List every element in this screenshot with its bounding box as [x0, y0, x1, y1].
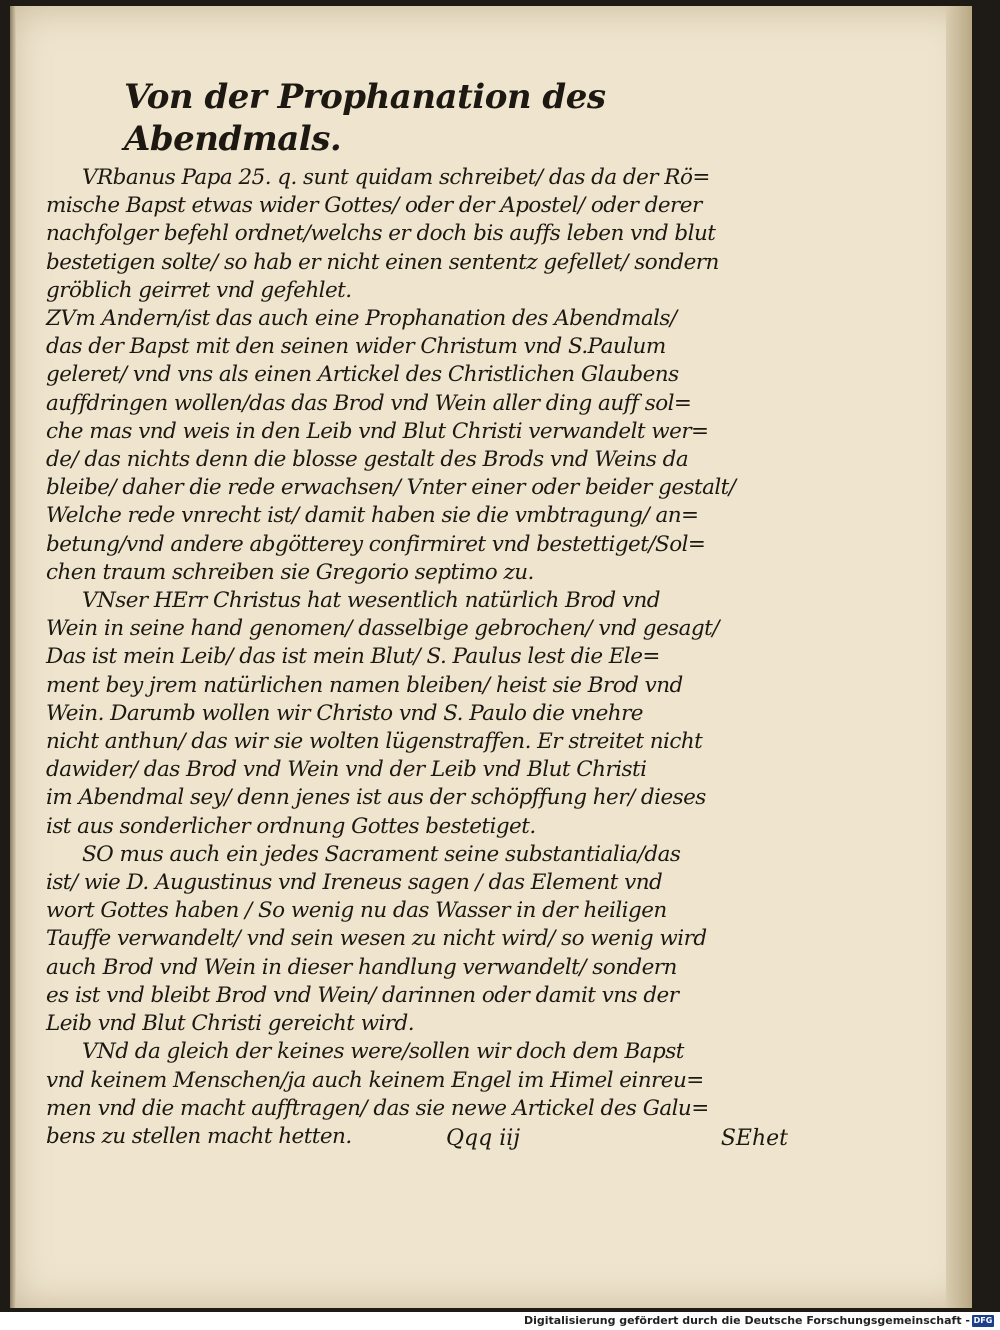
text-line: wort Gottes haben / So wenig nu das Wasser in der heiligen	[46, 898, 667, 924]
page-heading: Von der Prophanation des Abendmals.	[124, 77, 606, 159]
text-line: VRbanus Papa 25. q. sunt quidam schreibet/ das da der Rö=	[82, 165, 710, 190]
text-line: Tauffe verwandelt/ vnd sein wesen zu nicht wird/ so wenig wird	[46, 926, 707, 952]
text-line: Welche rede vnrecht ist/ damit haben sie die vmbtragung/ an=	[46, 503, 699, 529]
text-line: ment bey jrem natürlichen namen bleiben/ heist sie Brod vnd	[46, 672, 683, 698]
text-line: nicht anthun/ das wir sie wolten lügenstraffen. Er streitet nicht	[46, 729, 703, 755]
text-line: men vnd die macht aufftragen/ das sie newe Artickel des Galu=	[46, 1095, 709, 1121]
page-footer	[46, 1126, 788, 1160]
catchword: SEhet	[720, 1126, 788, 1151]
signature-mark: Qqq iij	[446, 1126, 521, 1151]
text-line: nachfolger befehl ordnet/welchs er doch bis auffs leben vnd blut	[46, 221, 716, 247]
banner-text: Digitalisierung gefördert durch die Deutsche Forschungsgemeinschaft -	[523, 1314, 970, 1327]
text-line: vnd keinem Menschen/ja auch keinem Engel im Himel einreu=	[46, 1067, 704, 1093]
text-line: dawider/ das Brod vnd Wein vnd der Leib vnd Blut Christi	[46, 757, 647, 783]
paragraph	[46, 587, 788, 841]
text-line: de/ das nichts denn die blosse gestalt des Brods vnd Weins da	[46, 447, 689, 473]
text-line: bleibe/ daher die rede erwachsen/ Vnter einer oder beider gestalt/	[46, 475, 736, 501]
text-line: bestetigen solte/ so hab er nicht einen sententz gefellet/ sondern	[46, 249, 719, 275]
paragraphs	[46, 164, 788, 1151]
dfg-logo: DFG	[973, 1316, 993, 1325]
text-line: Wein. Darumb wollen wir Christo vnd S. Paulo die vnehre	[46, 700, 643, 726]
paragraph	[46, 164, 788, 305]
text-line: che mas vnd weis in den Leib vnd Blut Christi verwandelt wer=	[46, 418, 709, 444]
text-line: im Abendmal sey/ denn jenes ist aus der schöpffung her/ dieses	[46, 785, 706, 811]
text-line: chen traum schreiben sie Gregorio septimo zu.	[46, 559, 534, 585]
text-line: ist/ wie D. Augustinus vnd Ireneus sagen / das Element vnd	[46, 870, 663, 896]
text-line: Wein in seine hand genomen/ dasselbige gebrochen/ vnd gesagt/	[46, 616, 719, 642]
funding-banner	[0, 1312, 1000, 1330]
text-line: VNser HErr Christus hat wesentlich natürlich Brod vnd	[82, 588, 660, 614]
paragraph	[46, 841, 788, 1038]
page-sheet	[10, 6, 972, 1308]
text-line: auffdringen wollen/das das Brod vnd Wein aller ding auff sol=	[46, 390, 692, 416]
text-line: betung/vnd andere abgötterey confirmiret vnd bestettiget/Sol=	[46, 531, 706, 557]
text-line: VNd da gleich der keines were/sollen wir doch dem Bapst	[82, 1039, 684, 1065]
paragraph	[46, 305, 788, 587]
text-line: gröblich geirret vnd gefehlet.	[46, 277, 352, 303]
text-line: SO mus auch ein jedes Sacrament seine substantialia/das	[82, 841, 681, 867]
text-line: das der Bapst mit den seinen wider Christum vnd S.Paulum	[46, 334, 666, 360]
text-line: es ist vnd bleibt Brod vnd Wein/ darinnen oder damit vns der	[46, 982, 679, 1008]
text-line: auch Brod vnd Wein in dieser handlung verwandelt/ sondern	[46, 954, 677, 980]
text-line: ZVm Andern/ist das auch eine Prophanation des Abendmals/	[46, 306, 677, 332]
text-line: geleret/ vnd vns als einen Artickel des Christlichen Glaubens	[46, 362, 679, 388]
text-line: mische Bapst etwas wider Gottes/ oder der Apostel/ oder derer	[46, 193, 702, 219]
text-block	[46, 76, 788, 1151]
text-line: bens zu stellen macht hetten.	[46, 1123, 352, 1149]
text-line: Leib vnd Blut Christi gereicht wird.	[46, 1011, 414, 1037]
text-line: Das ist mein Leib/ das ist mein Blut/ S. Paulus lest die Ele=	[46, 644, 660, 670]
text-line: ist aus sonderlicher ordnung Gottes bestetiget.	[46, 813, 536, 839]
page-left-edge	[10, 6, 16, 1308]
page-right-edge	[946, 6, 972, 1308]
